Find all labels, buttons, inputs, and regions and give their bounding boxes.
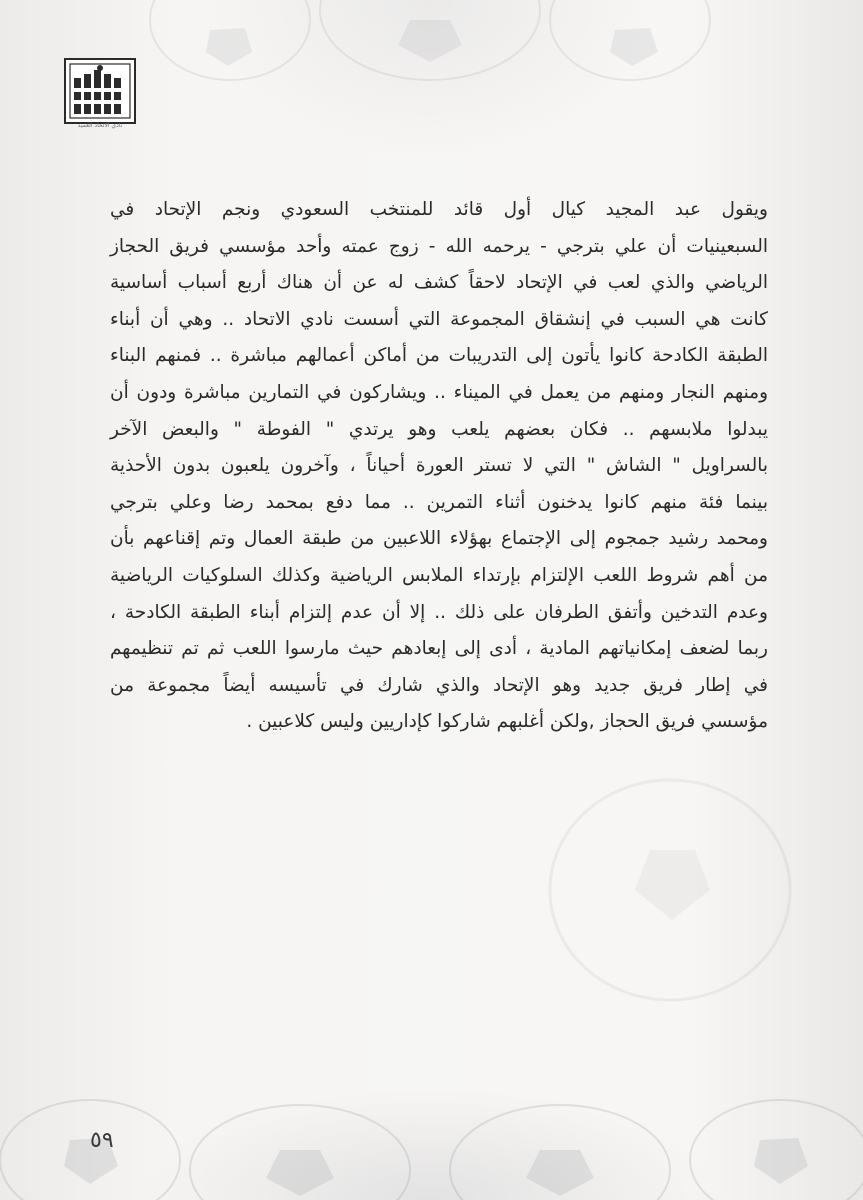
paragraph-line: السبعينيات أن علي بترجي - يرحمه الله - زوج عمته وأحد مؤسسي فريق الحجاز [110,235,768,257]
paragraph-line: بينما فئة منهم كانوا يدخنون أثناء التمرين .. مما دفع بمحمد رضا وعلي بترجي [110,491,768,513]
paragraph-line: الرياضي والذي لعب في الإتحاد لاحقاً كشف له عن أن هناك أربع أسباب أساسية [110,272,768,294]
paragraph-line: الطبقة الكادحة كانوا يأتون إلى التدريبات من أماكن أعمالهم مباشرة .. فمنهم البناء [110,345,768,367]
club-emblem-icon [64,58,136,124]
club-logo [64,58,136,132]
paragraph-line: يبدلوا ملابسهم .. فكان بعضهم يلعب وهو يرتدي " الفوطة " والبعض الآخر [110,418,768,440]
paragraph-line: كانت هي السبب في إنشقاق المجموعة التي أسست نادي الاتحاد .. وهي أن أبناء [110,308,768,330]
paragraph-line: مؤسسي فريق الحجاز ,ولكن أغلبهم شاركوا كإداريين وليس كلاعبين . [246,711,768,733]
paragraph-line: ويقول عبد المجيد كيال أول قائد للمنتخب السعودي ونجم الإتحاد في [110,199,768,220]
logo-caption: نادي الاتحاد العميد [77,122,123,129]
football-watermark-bottom [0,1080,863,1200]
paragraph-line: ومنهم النجار ومنهم من يعمل في الميناء .. ويشاركون في التمارين مباشرة ودون أن [110,381,768,403]
page-number: ٥٩ [90,1128,114,1153]
paragraph-line: من أهم شروط اللعب الإلتزام بإرتداء الملابس الرياضية وكذلك السلوكيات الرياضية [110,564,768,586]
paragraph [110,192,768,741]
paragraph-line: في إطار فريق جديد وهو الإتحاد والذي شارك في تأسيسه أيضاً مجموعة من [110,674,768,696]
paragraph-line: وعدم التدخين وأتفق الطرفان على ذلك .. إلا أن عدم إلتزام أبناء الطبقة الكادحة ، [110,601,768,623]
show-through-shape [520,760,820,1020]
paragraph-line: ربما لضعف إمكانياتهم المادية ، أدى إلى إبعادهم حيث مارسوا اللعب ثم تم تنظيمهم [110,638,768,660]
paragraph-line: بالسراويل " الشاش " التي لا تستر العورة أحياناً ، وآخرون يلعبون بدون الأحذية [110,455,768,477]
football-watermark-top [110,0,750,90]
paragraph-line: ومحمد رشيد جمجوم إلى الإجتماع بهؤلاء اللاعبين من طبقة العمال وتم إقناعهم بأن [110,528,768,550]
